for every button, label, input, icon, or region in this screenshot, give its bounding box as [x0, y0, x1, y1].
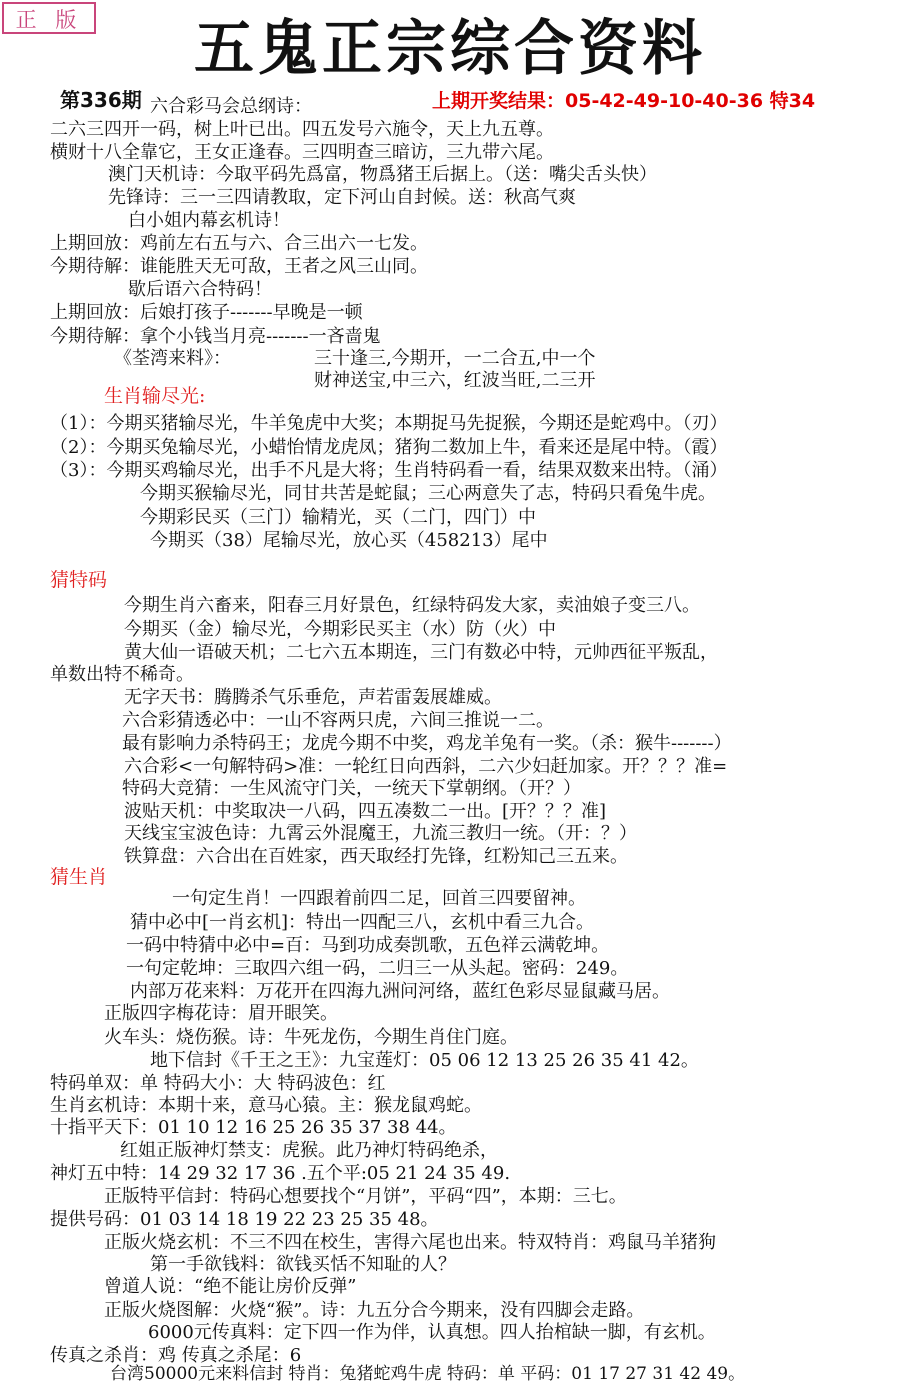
- text-line: 单数出特不稀奇。: [50, 664, 194, 685]
- issue-number: 第336期: [60, 88, 142, 112]
- edition-stamp: 正 版: [2, 2, 96, 34]
- text-line: 白小姐内幕玄机诗！: [128, 210, 290, 231]
- text-line: 特码大竞猜：一生风流守门关，一统天下掌朝纲。（开？）: [122, 778, 581, 799]
- text-line: 地下信封《千王之王》：九宝莲灯：05 06 12 13 25 26 35 41 42。: [150, 1050, 699, 1071]
- text-line: 今期买（金）输尽光，今期彩民买主（水）防（火）中: [124, 619, 556, 640]
- text-line: 二六三四开一码，树上叶已出。四五发号六施令，天上九五尊。: [50, 119, 554, 140]
- text-line: 今期待解：拿个小钱当月亮-------一吝啬鬼: [50, 326, 381, 347]
- text-line: 今期买（38）尾输尽光，放心买（458213）尾中: [150, 530, 548, 551]
- text-line: 内部万花来料：万花开在四海九洲问河络，蓝红色彩尽显鼠藏马居。: [130, 981, 670, 1002]
- text-line: 正版四字梅花诗：眉开眼笑。: [104, 1003, 338, 1024]
- text-line: 三十逢三,今期开，一二合五,中一个: [314, 348, 596, 369]
- text-line: 特码单双：单 特码大小：大 特码波色：红: [50, 1073, 386, 1094]
- text-line: 天线宝宝波色诗：九霄云外混魔王，九流三教归一统。（开：？）: [124, 823, 637, 844]
- text-line: 神灯五中特：14 29 32 17 36 .五个平:05 21 24 35 49.: [50, 1163, 511, 1184]
- text-line: 六合彩猜透必中：一山不容两只虎，六间三推说一二。: [122, 710, 554, 731]
- text-line: 台湾50000元来料信封 特肖：兔猪蛇鸡牛虎 特码：单 平码：01 17 27 31 42 49。: [110, 1364, 746, 1384]
- text-line: 一句定乾坤：三取四六组一码，二归三一从头起。密码：249。: [126, 958, 629, 979]
- text-line: 横财十八全靠它，王女正逢春。三四明查三暗访，三九带六尾。: [50, 142, 554, 163]
- text-line: 六合彩马会总纲诗：: [150, 96, 312, 117]
- text-line: 黄大仙一语破天机；二七六五本期连，三门有数必中特，元帅西征平叛乱，: [124, 642, 718, 663]
- text-line: 6000元传真料：定下四一作为伴，认真想。四人抬棺缺一脚，有玄机。: [148, 1322, 716, 1343]
- text-line: 提供号码：01 03 14 18 19 22 23 25 35 48。: [50, 1209, 439, 1230]
- text-line: 生肖玄机诗：本期十来，意马心猿。主：猴龙鼠鸡蛇。: [50, 1095, 482, 1116]
- text-line: 今期生肖六畜来，阳春三月好景色，红绿特码发大家，卖油娘子变三八。: [124, 595, 700, 616]
- text-line: 传真之杀肖：鸡 传真之杀尾：6: [50, 1345, 302, 1366]
- text-line: 今期买猴输尽光，同甘共苦是蛇鼠；三心两意失了志，特码只看兔牛虎。: [140, 483, 716, 504]
- text-line: 正版火烧图解：火烧“猴”。诗：九五分合今期来，没有四脚会走路。: [104, 1300, 645, 1321]
- text-line: 曾道人说：“绝不能让房价反弹”: [104, 1276, 357, 1297]
- text-line: 一句定生肖！一四跟着前四二足，回首三四要留神。: [172, 888, 586, 909]
- text-line: 波贴天机：中奖取决一八码，四五凑数二一出。[开？？？准]: [124, 801, 607, 822]
- text-line: 《荃湾来料》：: [114, 348, 231, 369]
- text-line: 一码中特猜中必中=百：马到功成奏凯歌，五色祥云满乾坤。: [126, 935, 610, 956]
- text-line: 六合彩<一句解特码>准：一轮红日向西斜，二六少妇赶加家。开？？？准=: [124, 756, 728, 777]
- text-line: 先锋诗：三一三四请教取，定下河山自封候。送：秋高气爽: [108, 187, 576, 208]
- text-line: （3）：今期买鸡输尽光，出手不凡是大将；生肖特码看一看，结果双数来出特。（涌）: [50, 460, 728, 481]
- page-title: 五鬼正宗综合资料: [194, 14, 706, 84]
- text-line: 火车头：烧伤猴。诗：牛死龙伤，今期生肖住门庭。: [104, 1027, 518, 1048]
- text-line: 最有影响力杀特码王；龙虎今期不中奖，鸡龙羊兔有一奖。（杀：猴牛-------）: [122, 733, 732, 754]
- text-line: 歇后语六合特码！: [128, 279, 272, 300]
- section-heading: 猜特码: [50, 569, 108, 591]
- text-line: 财神送宝,中三六，红波当旺,二三开: [314, 370, 596, 391]
- section-heading: 猜生肖: [50, 866, 108, 888]
- text-line: 第一手欲钱料：欲钱买恬不知耻的人？: [150, 1254, 456, 1275]
- text-line: 红姐正版神灯禁支：虎猴。此乃神灯特码绝杀，: [120, 1140, 498, 1161]
- text-line: 十指平天下：01 10 12 16 25 26 35 37 38 44。: [50, 1117, 457, 1138]
- text-line: 上期回放：鸡前左右五与六、合三出六一七发。: [50, 233, 428, 254]
- text-line: 上期回放：后娘打孩子-------早晚是一顿: [50, 302, 363, 323]
- text-line: 无字天书：腾腾杀气乐垂危，声若雷轰展雄威。: [124, 687, 502, 708]
- text-line: （1）：今期买猪输尽光，牛羊兔虎中大奖；本期捉马先捉猴，今期还是蛇鸡中。（刃）: [50, 413, 728, 434]
- text-line: （2）：今期买兔输尽光，小蜡怡情龙虎凤；猪狗二数加上牛，看来还是尾中特。（霞）: [50, 437, 728, 458]
- text-line: 澳门天机诗：今取平码先爲富，物爲猪王后据上。（送：嘴尖舌头快）: [108, 164, 657, 185]
- last-result: 上期开奖结果：05-42-49-10-40-36 特34: [432, 90, 816, 112]
- section-heading: 生肖输尽光:: [104, 385, 206, 407]
- text-line: 铁算盘：六合出在百姓家，西天取经打先锋，红粉知己三五来。: [124, 846, 628, 867]
- text-line: 今期彩民买（三门）输精光，买（二门，四门）中: [140, 507, 536, 528]
- text-line: 正版火烧玄机：不三不四在校生，害得六尾也出来。特双特肖：鸡鼠马羊猪狗: [104, 1232, 716, 1253]
- text-line: 正版特平信封：特码心想要找个“月饼”，平码“四”，本期：三七。: [104, 1186, 627, 1207]
- text-line: 猜中必中[一肖玄机]：特出一四配三八，玄机中看三九合。: [130, 912, 595, 933]
- text-line: 今期待解：谁能胜天无可敌，王者之风三山同。: [50, 256, 428, 277]
